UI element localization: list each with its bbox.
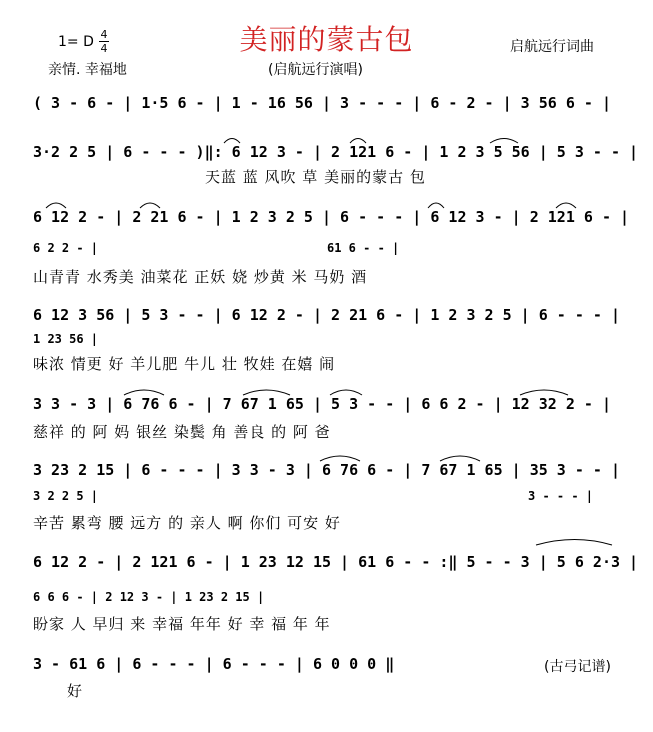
meter-bottom: 4 [100,42,108,55]
performer-credit: (启航远行演唱) [268,62,363,78]
lyrics-line-4: 慈祥 的 阿 妈 银丝 染鬓 角 善良 的 阿 爸 [33,423,331,441]
time-signature [99,29,109,54]
second-voice-4: 3 2 2 5 | [33,489,99,503]
second-voice-6: 6 6 6 - | 2 12 3 - | 1 23 2 15 | [33,590,265,604]
slur [536,540,612,546]
song-title: 美丽的蒙古包 [239,23,414,56]
second-voice-3: 1 23 56 | [33,332,99,346]
score-line-7: 6 12 2 - | 2 121 6 - | 1 23 12 15 | 61 6 - - :‖ 5 - - 3 | 5 6 2·3 | [33,553,639,571]
score-line-8: 3 - 61 6 | 6 - - - | 6 - - - | 6 0 0 0 ‖ [33,655,395,673]
score-line-1: ( 3 - 6 - | 1·5 6 - | 1 - 16 56 | 3 - - - | 6 - 2 - | 3 56 6 - | [33,94,611,112]
second-voice-1: 6 2 2 - | [33,241,99,255]
score-line-6: 3 23 2 15 | 6 - - - | 3 3 - 3 | 6 76 6 - | 7 67 1 65 | 35 3 - - | [33,461,620,479]
mood-marking: 亲情. 幸福地 [48,62,127,78]
lyrics-line-1: 天蓝 蓝 风吹 草 美丽的蒙古 包 [205,168,426,186]
key-signature: 1= D [58,34,94,50]
meter-top: 4 [100,28,108,41]
composer-credit: 启航远行词曲 [510,39,594,55]
second-voice-2: 61 6 - - | [327,241,400,255]
score-line-4: 6 12 3 56 | 5 3 - - | 6 12 2 - | 2 21 6 - | 1 2 3 2 5 | 6 - - - | [33,306,620,324]
lyrics-line-2: 山青青 水秀美 油菜花 正妖 娆 炒黄 米 马奶 酒 [33,268,368,286]
lyrics-line-7: 好 [67,682,84,700]
second-voice-5: 3 - - - | [528,489,594,503]
score-line-3: 6 12 2 - | 2 21 6 - | 1 2 3 2 5 | 6 - - - | 6 12 3 - | 2 121 6 - | [33,208,630,226]
score-line-5: 3 3 - 3 | 6 76 6 - | 7 67 1 65 | 5 3 - - | 6 6 2 - | 12 32 2 - | [33,395,611,413]
lyrics-line-3: 味浓 情更 好 羊儿肥 牛儿 壮 牧娃 在嬉 闹 [33,355,336,373]
notation-credit: (古弓记谱) [544,659,611,675]
phrase-slurs [46,139,612,546]
score-line-2: 3·2 2 5 | 6 - - - )‖: 6 12 3 - | 2 121 6 - | 1 2 3 5 56 | 5 3 - - | [33,143,639,161]
lyrics-line-6: 盼家 人 早归 来 幸福 年年 好 幸 福 年 年 [33,615,331,633]
lyrics-line-5: 辛苦 累弯 腰 远方 的 亲人 啊 你们 可安 好 [33,514,341,532]
